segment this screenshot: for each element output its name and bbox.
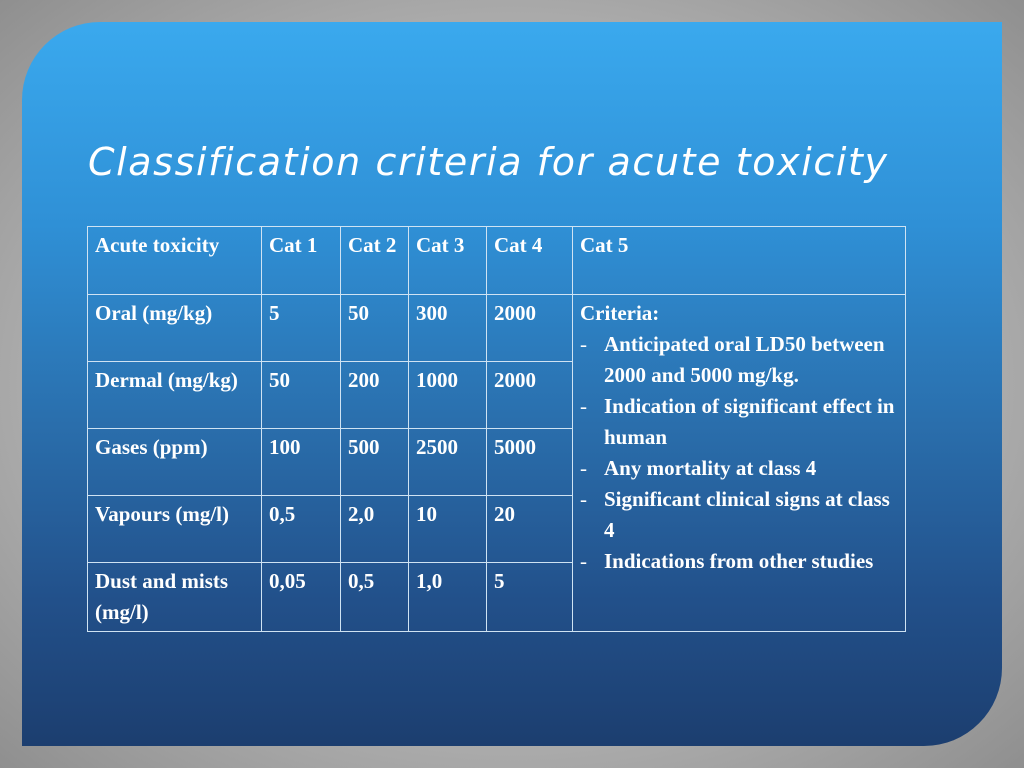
bullet-dash: - [580, 332, 587, 356]
cat5-criteria-cell [573, 295, 906, 632]
table-cell: 5 [262, 295, 341, 362]
criteria-item [580, 546, 898, 577]
table-cell: 2,0 [341, 496, 409, 563]
slide-title: Classification criteria for acute toxicity [88, 140, 889, 184]
table-cell: 5000 [487, 429, 573, 496]
table-cell: 0,5 [262, 496, 341, 563]
criteria-heading: Criteria: [580, 301, 660, 325]
table-cell: 2500 [409, 429, 487, 496]
table-cell: 5 [487, 563, 573, 632]
header-cell: Acute toxicity [88, 227, 262, 295]
header-cell: Cat 2 [341, 227, 409, 295]
criteria-item-text: Anticipated oral LD50 between 2000 and 5000 mg/kg. [604, 332, 885, 387]
table-cell: 0,5 [341, 563, 409, 632]
criteria-item-text: Indications from other studies [604, 549, 874, 573]
table-cell: Dermal (mg/kg) [88, 362, 262, 429]
criteria-item [580, 329, 898, 391]
table-cell: Oral (mg/kg) [88, 295, 262, 362]
header-cell: Cat 1 [262, 227, 341, 295]
table-header-row [88, 227, 906, 295]
header-cell: Cat 5 [573, 227, 906, 295]
header-cell: Cat 4 [487, 227, 573, 295]
table-cell: 0,05 [262, 563, 341, 632]
table-cell: Gases (ppm) [88, 429, 262, 496]
table-cell: Vapours (mg/l) [88, 496, 262, 563]
criteria-item-text: Significant clinical signs at class 4 [604, 487, 890, 542]
toxicity-table [87, 226, 906, 632]
bullet-dash: - [580, 394, 587, 418]
table-cell: 50 [341, 295, 409, 362]
bullet-dash: - [580, 456, 587, 480]
table-cell: 10 [409, 496, 487, 563]
table-cell: 300 [409, 295, 487, 362]
table-cell: 1,0 [409, 563, 487, 632]
criteria-item-text: Any mortality at class 4 [604, 456, 817, 480]
table-cell: 200 [341, 362, 409, 429]
table-row [88, 295, 906, 362]
criteria-item-text: Indication of significant effect in human [604, 394, 895, 449]
table-cell: 1000 [409, 362, 487, 429]
table-cell: 500 [341, 429, 409, 496]
table-cell: 50 [262, 362, 341, 429]
slide [22, 22, 1002, 746]
table-cell: Dust and mists (mg/l) [88, 563, 262, 632]
table-cell: 2000 [487, 362, 573, 429]
header-cell: Cat 3 [409, 227, 487, 295]
table-cell: 2000 [487, 295, 573, 362]
criteria-item [580, 484, 898, 546]
bullet-dash: - [580, 487, 587, 511]
criteria-item [580, 453, 898, 484]
criteria-list [580, 329, 898, 577]
bullet-dash: - [580, 549, 587, 573]
table-cell: 20 [487, 496, 573, 563]
criteria-item [580, 391, 898, 453]
table-cell: 100 [262, 429, 341, 496]
